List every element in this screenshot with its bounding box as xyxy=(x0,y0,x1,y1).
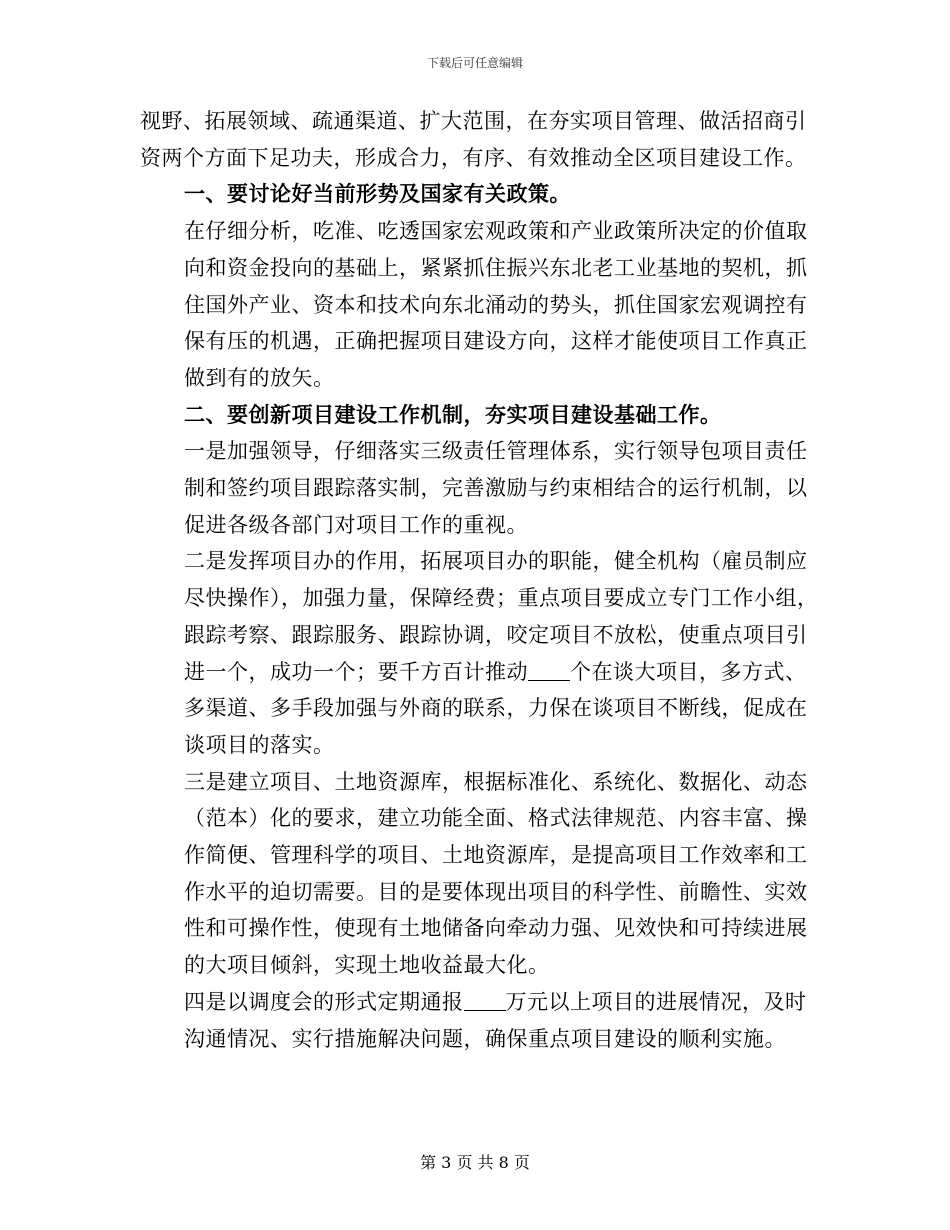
paragraph-project-office xyxy=(140,543,820,763)
paragraph-policy: 在仔细分析，吃准、吃透国家宏观政策和产业政策所决定的价值取向和资金投向的基础上，紧紧抓住振兴东北老工业基地的契机，抓住国外产业、资本和技术向东北涌动的势头，抓住国家宏观调控有保有压的机遇，正确把握项目建设方向，这样才能使项目工作真正做到有的放矢。 xyxy=(184,219,808,390)
paragraph-resource-library: 三是建立项目、土地资源库，根据标准化、系统化、数据化、动态（范本）化的要求，建立功能全面、格式法律规范、内容丰富、操作简便、管理科学的项目、土地资源库，是提高项目工作效率和工作水平的迫切需要。目的是要体现出项目的科学性、前瞻性、实效性和可操作性，使现有土地储备向牵动力强、见效快和可持续进展的大项目倾斜，实现土地收益最大化。 xyxy=(184,769,808,978)
paragraph-project-office-part2: 个在谈大项目，多方式、多渠道、多手段加强与外商的联系，力保在谈项目不断线，促成在谈项目的落实。 xyxy=(184,659,808,757)
paragraph-dispatch-meeting-part1: 四是以调度会的形式定期通报 xyxy=(184,989,464,1014)
header-note: 下载后可任意编辑 xyxy=(426,56,523,70)
section-heading-2: 二、要创新项目建设工作机制，夯实项目建设基础工作。 xyxy=(184,401,722,427)
document-body xyxy=(140,103,820,1057)
section-heading-1: 一、要讨论好当前形势及国家有关政策。 xyxy=(184,181,571,207)
paragraph-dispatch-meeting-part2: 万元以上项目的进展情况，及时沟通情况、实行措施解决问题，确保重点项目建设的顺利实施。 xyxy=(184,989,807,1051)
paragraph-dispatch-meeting xyxy=(140,984,820,1057)
fill-in-blank xyxy=(464,992,506,1011)
fill-in-blank xyxy=(528,662,570,681)
paragraph-project-office-part1: 二是发挥项目办的作用，拓展项目办的职能，健全机构（雇员制应尽快操作），加强力量，保障经费；重点项目要成立专门工作小组，跟踪考察、跟踪服务、跟踪协调，咬定项目不放松，使重点项目引进一个，成功一个；要千方百计推动 xyxy=(184,549,819,684)
paragraph-leadership: 一是加强领导，仔细落实三级责任管理体系，实行领导包项目责任制和签约项目跟踪落实制，完善激励与约束相结合的运行机制，以促进各级各部门对项目工作的重视。 xyxy=(184,439,808,537)
paragraph-continuation: 视野、拓展领域、疏通渠道、扩大范围，在夯实项目管理、做活招商引资两个方面下足功夫，形成合力，有序、有效推动全区项目建设工作。 xyxy=(140,109,807,170)
page-number-footer: 第 3 页 共 8 页 xyxy=(420,1153,530,1172)
